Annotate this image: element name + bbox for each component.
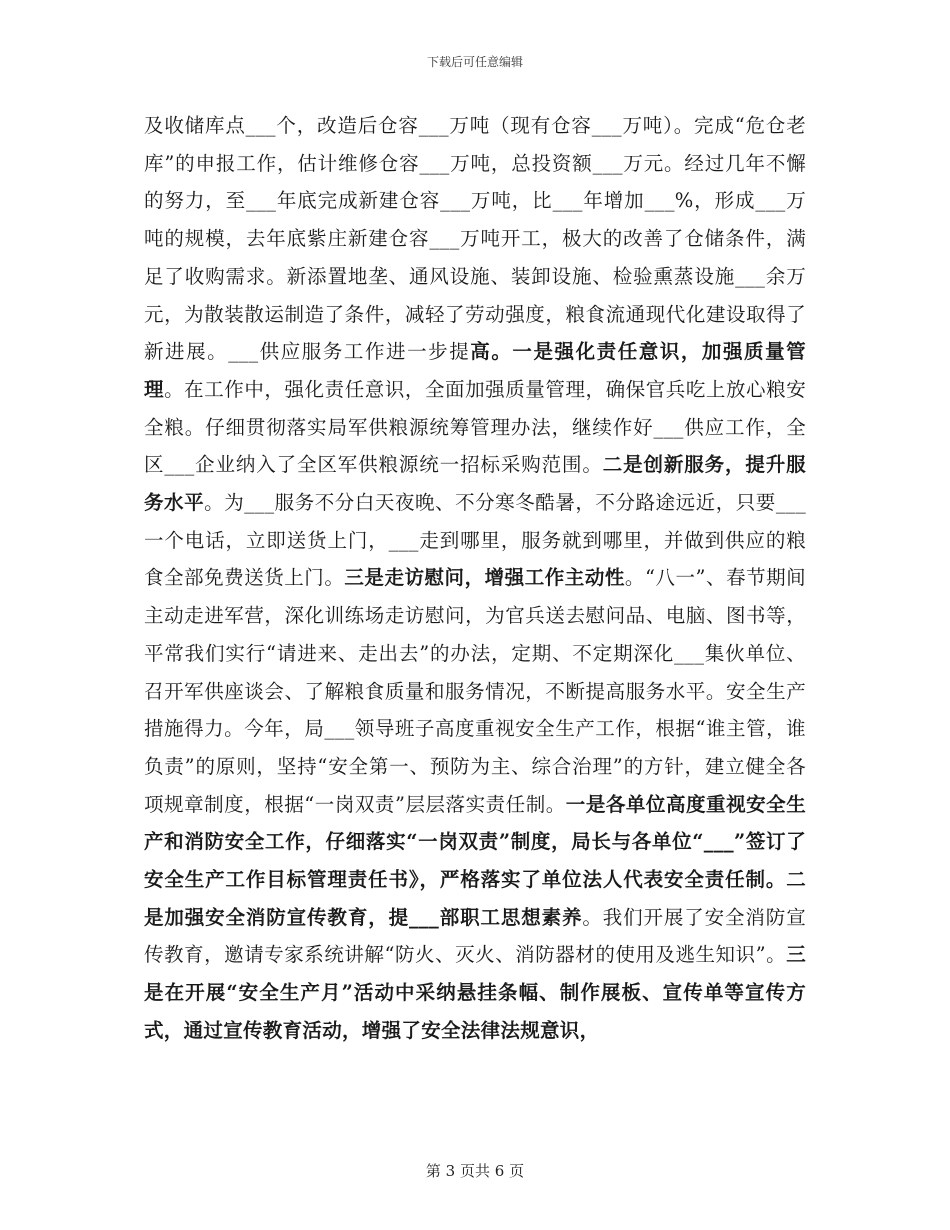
bold-heading-segment: 三是走访慰问，增强工作主动性 [344,566,625,590]
text-segment: 。在工作中，强化责任意识，全面加强质量管理，确保官兵吃上放心粮安全粮。仔细贯彻落实局军供粮源统筹管理办法，继续作好___供应工作，全区___企业纳入了全区军供粮源统一招标采购范围。 [144,377,806,477]
text-segment: 。我们开展了安全消防宣传教育，邀请专家系统讲解“防火、灭火、消防器材的使用及逃生知识”。 [144,905,806,967]
text-segment: 及收储库点___个，改造后仓容___万吨（现有仓容___万吨）。完成“危仓老库”的申报工作，估计维修仓容___万吨，总投资额___万元。经过几年不懈的努力，至___年底完成新建仓容___万吨，比___年增加___%，形成___万吨的规模，去年底紫庄新建仓容___万吨开工，极大的改善了仓储条件，满足了收购需求。新添置地垄、通风设施、装卸设施、检验熏蒸设施___余万元，为散装散运制造了条件，减轻了劳动强度，粮食流通现代化建设取得了新进展。___供应服务工作进一步提 [144,114,806,364]
bold-heading-segment: 一是各单位高度重视安全生产和消防安全工作，仔细落实“一岗双责”制度，局长与各单位“___”签订了安全生产工作目标管理责任书》，严格落实了单位法人代表安全责任制。二是加强安全消防宣传教育，提___部职工思想素养 [144,792,806,929]
text-segment: 。“八一”、春节期间主动走进军营，深化训练场走访慰问，为官兵送去慰问品、电脑、图书等，平常我们实行“请进来、走出去”的办法，定期、不定期深化___集伙单位、召开军供座谈会、了解粮食质量和服务情况，不断提高服务水平。安全生产措施得力。今年，局___领导班子高度重视安全生产工作，根据“谁主管，谁负责”的原则，坚持“安全第一、预防为主、综合治理”的方针，建立健全各项规章制度，根据“一岗双责”层层落实责任制。 [144,566,806,816]
document-body [144,107,806,1050]
text-segment: 。为___服务不分白天夜晚、不分寒冬酷暑，不分路途远近，只要___一个电话，立即送货上门，___走到哪里，服务就到哪里，并做到供应的粮食全部免费送货上门。 [144,491,806,590]
page-footer: 第 3 页共 6 页 [425,1162,525,1180]
page-header: 下载后可任意编辑 [426,55,523,69]
bold-heading-segment: 三是在开展“安全生产月”活动中采纳悬挂条幅、制作展板、宣传单等宣传方式，通过宣传教育活动，增强了安全法律法规意识， [144,943,806,1042]
bold-heading-segment: 高。一是强化责任意识，加强质量管理 [144,340,806,401]
bold-heading-segment: 二是创新服务，提升服务水平 [144,453,806,515]
